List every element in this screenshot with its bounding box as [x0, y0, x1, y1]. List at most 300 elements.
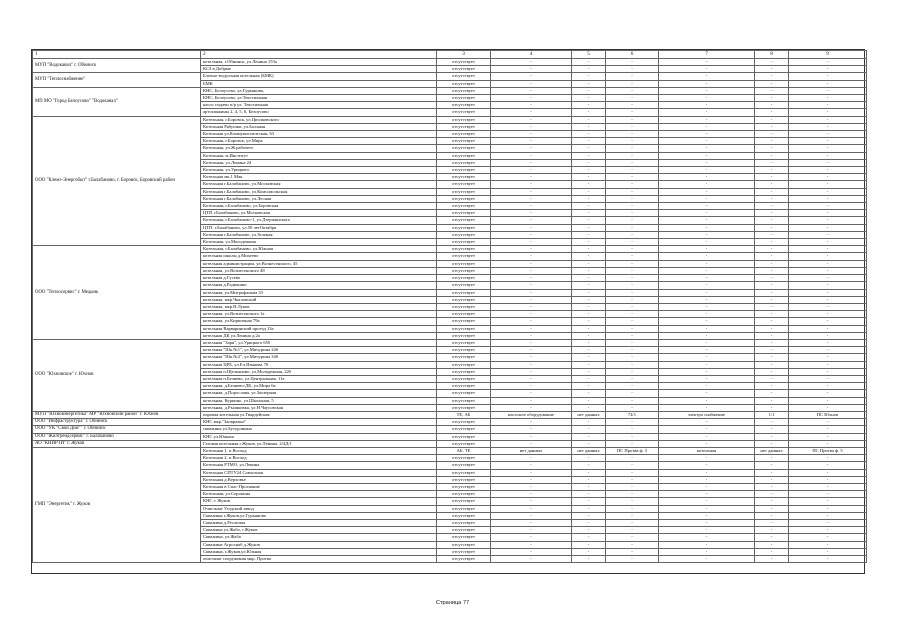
- status-cell: отсутствует: [437, 390, 491, 397]
- dash-cell: -: [491, 253, 572, 260]
- dash-cell: -: [606, 419, 659, 426]
- dash-cell: -: [789, 534, 867, 541]
- dash-cell: -: [659, 282, 755, 289]
- object-cell: котельная ЦРБ, ул.Ел.Языкова 70: [201, 361, 437, 368]
- organization-cell: ООО "Юхновское" г. Юхнов: [33, 339, 201, 411]
- dash-cell: -: [572, 116, 606, 123]
- status-cell: отсутствует: [437, 375, 491, 382]
- dash-cell: -: [789, 332, 867, 339]
- table-row: [33, 73, 867, 80]
- dash-cell: -: [789, 498, 867, 505]
- status-cell: ТЕ, АБ: [437, 411, 491, 418]
- dash-cell: -: [755, 253, 789, 260]
- dash-cell: -: [755, 210, 789, 217]
- dash-cell: -: [755, 239, 789, 246]
- dash-cell: -: [491, 390, 572, 397]
- dash-cell: -: [606, 433, 659, 440]
- dash-cell: -: [755, 426, 789, 433]
- dash-cell: -: [491, 116, 572, 123]
- dash-cell: -: [755, 195, 789, 202]
- dash-cell: -: [789, 318, 867, 325]
- dash-cell: -: [659, 253, 755, 260]
- dash-cell: -: [491, 469, 572, 476]
- object-cell: Котельная, ул.Ж.рабочего: [201, 145, 437, 152]
- object-cell: Котельная, г.Балабаново, ул.Южная: [201, 246, 437, 253]
- dash-cell: -: [606, 131, 659, 138]
- dash-cell: -: [606, 527, 659, 534]
- table-row: [33, 433, 867, 440]
- dash-cell: -: [491, 556, 572, 563]
- dash-cell: -: [606, 347, 659, 354]
- table-row: [33, 116, 867, 123]
- object-cell: котельная, д.Беляево-ДК, ул.Мира 6а: [201, 383, 437, 390]
- dash-cell: -: [789, 368, 867, 375]
- object-cell: КНС, Белоусово, ул.Текстильная: [201, 95, 437, 102]
- object-cell: Котельная, г.Балабаново-1, ул.Дзержинского: [201, 217, 437, 224]
- object-cell: Газовая котельная г.Жуков, ул.Ленина, 2/4Д/1: [201, 440, 437, 447]
- object-cell: КНС, Белоусово, ул.Гурьянова,: [201, 87, 437, 94]
- object-cell: котельная, д.Порослава, ул.Заозерная: [201, 390, 437, 397]
- dash-cell: -: [491, 498, 572, 505]
- dash-cell: -: [659, 289, 755, 296]
- object-cell: котельная "Шк.№1", ул.Мичурина 24б: [201, 347, 437, 354]
- dash-cell: -: [572, 318, 606, 325]
- dash-cell: -: [789, 520, 867, 527]
- dash-cell: -: [606, 246, 659, 253]
- dash-cell: -: [659, 59, 755, 66]
- dash-cell: -: [572, 520, 606, 527]
- dash-cell: -: [789, 404, 867, 411]
- dash-cell: -: [755, 498, 789, 505]
- status-cell: отсутствует: [437, 339, 491, 346]
- value-cell: нет данных: [572, 447, 606, 454]
- dash-cell: -: [606, 224, 659, 231]
- dash-cell: -: [659, 339, 755, 346]
- object-cell: БМК: [201, 80, 437, 87]
- organization-cell: АО "КНИРТИ" г. Жуков: [33, 440, 201, 447]
- page-number: Страница 77: [435, 600, 470, 606]
- dash-cell: -: [572, 95, 606, 102]
- dash-cell: -: [659, 167, 755, 174]
- dash-cell: -: [491, 426, 572, 433]
- dash-cell: -: [755, 548, 789, 555]
- dash-cell: -: [572, 289, 606, 296]
- dash-cell: -: [606, 469, 659, 476]
- dash-cell: -: [659, 138, 755, 145]
- dash-cell: -: [659, 347, 755, 354]
- organization-cell: ГМП "Энергетик" г. Жуков: [33, 447, 201, 562]
- status-cell: отсутствует: [437, 556, 491, 563]
- dash-cell: -: [755, 131, 789, 138]
- dash-cell: -: [789, 260, 867, 267]
- dash-cell: -: [491, 246, 572, 253]
- dash-cell: -: [755, 116, 789, 123]
- dash-cell: -: [789, 469, 867, 476]
- dash-cell: -: [572, 224, 606, 231]
- object-cell: котельная ДК ул.Ленина д.2а: [201, 332, 437, 339]
- table-row: [33, 411, 867, 418]
- object-cell: Котельная г.Балабаново, ул.Московская: [201, 181, 437, 188]
- value-cell: ПС Протва ф. 5: [789, 447, 867, 454]
- dash-cell: -: [606, 404, 659, 411]
- dash-cell: -: [572, 483, 606, 490]
- dash-cell: -: [755, 73, 789, 80]
- dash-cell: -: [659, 224, 755, 231]
- dash-cell: -: [755, 123, 789, 130]
- dash-cell: -: [755, 138, 789, 145]
- dash-cell: -: [572, 332, 606, 339]
- dash-cell: -: [659, 548, 755, 555]
- dash-cell: -: [606, 462, 659, 469]
- dash-cell: -: [789, 87, 867, 94]
- organization-cell: ООО "Инфраструктура" г. Обнинск: [33, 419, 201, 426]
- dash-cell: -: [606, 159, 659, 166]
- dash-cell: -: [491, 419, 572, 426]
- dash-cell: -: [491, 433, 572, 440]
- object-cell: ЦТП г.Балабаново, ул.Московская: [201, 210, 437, 217]
- dash-cell: -: [659, 383, 755, 390]
- status-cell: отсутствует: [437, 109, 491, 116]
- dash-cell: -: [659, 195, 755, 202]
- dash-cell: -: [606, 556, 659, 563]
- dash-cell: -: [606, 375, 659, 382]
- dash-cell: -: [789, 145, 867, 152]
- dash-cell: -: [572, 152, 606, 159]
- dash-cell: -: [572, 325, 606, 332]
- dash-cell: -: [755, 282, 789, 289]
- dash-cell: -: [659, 505, 755, 512]
- status-cell: отсутствует: [437, 87, 491, 94]
- dash-cell: -: [659, 419, 755, 426]
- dash-cell: -: [491, 303, 572, 310]
- table-row: [33, 440, 867, 447]
- status-cell: отсутствует: [437, 80, 491, 87]
- dash-cell: -: [491, 325, 572, 332]
- dash-cell: -: [606, 397, 659, 404]
- status-cell: отсутствует: [437, 303, 491, 310]
- dash-cell: -: [789, 548, 867, 555]
- dash-cell: -: [755, 152, 789, 159]
- dash-cell: -: [755, 275, 789, 282]
- dash-cell: -: [606, 217, 659, 224]
- dash-cell: -: [755, 520, 789, 527]
- dash-cell: -: [755, 260, 789, 267]
- object-cell: Котельная, г.Балабаново, ул.Боровская: [201, 203, 437, 210]
- dash-cell: -: [606, 534, 659, 541]
- status-cell: отсутствует: [437, 347, 491, 354]
- dash-cell: -: [572, 138, 606, 145]
- object-cell: КНС ул.Южная: [201, 433, 437, 440]
- status-cell: отсутствует: [437, 188, 491, 195]
- dash-cell: -: [572, 145, 606, 152]
- dash-cell: -: [755, 404, 789, 411]
- object-cell: КСЗ в Добрые: [201, 66, 437, 73]
- dash-cell: -: [789, 66, 867, 73]
- dash-cell: -: [491, 131, 572, 138]
- dash-cell: -: [755, 159, 789, 166]
- organization-cell: МУП "Водоканал" г. Обнинск: [33, 59, 201, 73]
- dash-cell: -: [789, 138, 867, 145]
- dash-cell: -: [659, 311, 755, 318]
- dash-cell: -: [789, 354, 867, 361]
- dash-cell: -: [755, 368, 789, 375]
- dash-cell: -: [606, 368, 659, 375]
- object-cell: котельная "Заря", ул.Урицкого 65б: [201, 339, 437, 346]
- dash-cell: -: [606, 73, 659, 80]
- dash-cell: -: [755, 534, 789, 541]
- status-cell: отсутствует: [437, 95, 491, 102]
- status-cell: отсутствует: [437, 383, 491, 390]
- status-cell: отсутствует: [437, 397, 491, 404]
- dash-cell: -: [789, 217, 867, 224]
- dash-cell: -: [659, 188, 755, 195]
- dash-cell: -: [606, 440, 659, 447]
- value-cell: котельная: [659, 447, 755, 454]
- status-cell: отсутствует: [437, 548, 491, 555]
- dash-cell: -: [755, 556, 789, 563]
- object-cell: Котельная 2, п.Восход: [201, 455, 437, 462]
- status-cell: отсутствует: [437, 138, 491, 145]
- dash-cell: -: [789, 347, 867, 354]
- dash-cell: -: [659, 476, 755, 483]
- dash-cell: -: [572, 556, 606, 563]
- dash-cell: -: [491, 167, 572, 174]
- dash-cell: -: [606, 260, 659, 267]
- dash-cell: -: [755, 375, 789, 382]
- dash-cell: -: [755, 491, 789, 498]
- dash-cell: -: [606, 512, 659, 519]
- dash-cell: -: [659, 296, 755, 303]
- dash-cell: -: [572, 282, 606, 289]
- dash-cell: -: [572, 311, 606, 318]
- dash-cell: -: [755, 433, 789, 440]
- dash-cell: -: [755, 188, 789, 195]
- organization-cell: ООО "Жилтрейдсервис" г. Балабаново: [33, 433, 201, 440]
- status-cell: отсутствует: [437, 483, 491, 490]
- organization-cell: ООО "Клемэ-Энергобыт" г.Балабаново, г. Боровск, Боровский район: [33, 116, 201, 246]
- dash-cell: -: [606, 195, 659, 202]
- dash-cell: -: [491, 483, 572, 490]
- dash-cell: -: [572, 159, 606, 166]
- object-cell: котельная, Куркино, ул.Школьная, 5: [201, 397, 437, 404]
- dash-cell: -: [659, 246, 755, 253]
- object-cell: Котельная, г.Боровск, ул.Мира: [201, 138, 437, 145]
- data-table: [32, 50, 867, 563]
- status-cell: отсутствует: [437, 361, 491, 368]
- dash-cell: -: [606, 181, 659, 188]
- status-cell: отсутствует: [437, 210, 491, 217]
- dash-cell: -: [491, 203, 572, 210]
- dash-cell: -: [606, 390, 659, 397]
- organization-cell: МУП "Юхновэнергетика" МР "Юхновский район" г. Юхнов: [33, 411, 201, 418]
- dash-cell: -: [606, 498, 659, 505]
- dash-cell: -: [572, 188, 606, 195]
- dash-cell: -: [755, 419, 789, 426]
- dash-cell: -: [755, 383, 789, 390]
- dash-cell: -: [572, 491, 606, 498]
- table-row: [33, 339, 867, 346]
- status-cell: отсутствует: [437, 527, 491, 534]
- dash-cell: -: [491, 318, 572, 325]
- dash-cell: -: [572, 303, 606, 310]
- dash-cell: -: [572, 347, 606, 354]
- dash-cell: -: [606, 361, 659, 368]
- dash-cell: -: [789, 433, 867, 440]
- dash-cell: -: [572, 59, 606, 66]
- status-cell: отсутствует: [437, 267, 491, 274]
- status-cell: отсутствует: [437, 231, 491, 238]
- dash-cell: -: [572, 498, 606, 505]
- dash-cell: -: [659, 239, 755, 246]
- dash-cell: -: [755, 527, 789, 534]
- dash-cell: -: [572, 469, 606, 476]
- value-cell: 1/1: [755, 411, 789, 418]
- dash-cell: -: [606, 318, 659, 325]
- object-cell: Котельная, м.Институт: [201, 152, 437, 159]
- dash-cell: -: [789, 527, 867, 534]
- dash-cell: -: [659, 469, 755, 476]
- dash-cell: -: [659, 260, 755, 267]
- dash-cell: -: [572, 267, 606, 274]
- dash-cell: -: [491, 195, 572, 202]
- object-cell: Скважина д.Ресличка: [201, 520, 437, 527]
- status-cell: отсутствует: [437, 462, 491, 469]
- dash-cell: -: [659, 455, 755, 462]
- dash-cell: -: [606, 231, 659, 238]
- dash-cell: -: [606, 109, 659, 116]
- header-cell: 5: [572, 51, 606, 59]
- dash-cell: -: [789, 289, 867, 296]
- dash-cell: -: [659, 404, 755, 411]
- dash-cell: -: [572, 548, 606, 555]
- dash-cell: -: [659, 491, 755, 498]
- dash-cell: -: [606, 80, 659, 87]
- dash-cell: -: [606, 476, 659, 483]
- status-cell: отсутствует: [437, 174, 491, 181]
- dash-cell: -: [755, 311, 789, 318]
- object-cell: скважина ул.Бутурлиных: [201, 426, 437, 433]
- dash-cell: -: [789, 476, 867, 483]
- dash-cell: -: [789, 131, 867, 138]
- dash-cell: -: [491, 102, 572, 109]
- status-cell: отсутствует: [437, 311, 491, 318]
- dash-cell: -: [572, 505, 606, 512]
- status-cell: отсутствует: [437, 116, 491, 123]
- dash-cell: -: [659, 498, 755, 505]
- dash-cell: -: [789, 505, 867, 512]
- dash-cell: -: [491, 109, 572, 116]
- dash-cell: -: [789, 109, 867, 116]
- object-cell: Скважина ул.Жабо, г.Жуков: [201, 527, 437, 534]
- dash-cell: -: [659, 534, 755, 541]
- dash-cell: -: [491, 181, 572, 188]
- dash-cell: -: [789, 195, 867, 202]
- dash-cell: -: [659, 102, 755, 109]
- dash-cell: -: [572, 512, 606, 519]
- dash-cell: -: [491, 66, 572, 73]
- value-cell: ПС Протва ф. 5: [606, 447, 659, 454]
- header-cell: 1: [33, 51, 201, 59]
- dash-cell: -: [659, 520, 755, 527]
- dash-cell: -: [491, 527, 572, 534]
- dash-cell: -: [659, 303, 755, 310]
- dash-cell: -: [789, 440, 867, 447]
- object-cell: Скважина, г.Жуков,ул.Южная: [201, 548, 437, 555]
- dash-cell: -: [659, 80, 755, 87]
- dash-cell: -: [491, 455, 572, 462]
- dash-cell: -: [659, 131, 755, 138]
- dash-cell: -: [659, 541, 755, 548]
- dash-cell: -: [659, 440, 755, 447]
- dash-cell: -: [572, 203, 606, 210]
- header-cell: 3: [437, 51, 491, 59]
- dash-cell: -: [659, 210, 755, 217]
- dash-cell: -: [755, 469, 789, 476]
- dash-cell: -: [572, 66, 606, 73]
- dash-cell: -: [755, 217, 789, 224]
- dash-cell: -: [606, 253, 659, 260]
- dash-cell: -: [606, 210, 659, 217]
- dash-cell: -: [606, 138, 659, 145]
- dash-cell: -: [755, 303, 789, 310]
- dash-cell: -: [659, 426, 755, 433]
- dash-cell: -: [491, 397, 572, 404]
- object-cell: котельная д.Гусево: [201, 275, 437, 282]
- dash-cell: -: [572, 476, 606, 483]
- status-cell: отсутствует: [437, 534, 491, 541]
- dash-cell: -: [572, 339, 606, 346]
- object-cell: Котельная РТМО, ул.Ленина: [201, 462, 437, 469]
- dash-cell: -: [491, 375, 572, 382]
- status-cell: отсутствует: [437, 296, 491, 303]
- dash-cell: -: [606, 102, 659, 109]
- dash-cell: -: [755, 267, 789, 274]
- dash-cell: -: [789, 426, 867, 433]
- dash-cell: -: [755, 66, 789, 73]
- object-cell: Скважина Агроснаб д.Жуков: [201, 541, 437, 548]
- dash-cell: -: [789, 390, 867, 397]
- status-cell: отсутствует: [437, 167, 491, 174]
- dash-cell: -: [491, 275, 572, 282]
- dash-cell: -: [491, 347, 572, 354]
- dash-cell: -: [755, 224, 789, 231]
- dash-cell: -: [789, 483, 867, 490]
- dash-cell: -: [606, 289, 659, 296]
- dash-cell: -: [755, 174, 789, 181]
- dash-cell: -: [606, 59, 659, 66]
- dash-cell: -: [659, 116, 755, 123]
- dash-cell: -: [659, 174, 755, 181]
- dash-cell: -: [789, 455, 867, 462]
- dash-cell: -: [491, 440, 572, 447]
- object-cell: котельная д.Радюкино: [201, 282, 437, 289]
- dash-cell: -: [755, 390, 789, 397]
- dash-cell: -: [659, 145, 755, 152]
- dash-cell: -: [659, 66, 755, 73]
- dash-cell: -: [572, 239, 606, 246]
- dash-cell: -: [789, 383, 867, 390]
- value-cell: нет данных: [755, 447, 789, 454]
- table-row: [33, 87, 867, 94]
- dash-cell: -: [755, 440, 789, 447]
- dash-cell: -: [789, 375, 867, 382]
- status-cell: отсутствует: [437, 289, 491, 296]
- dash-cell: -: [491, 541, 572, 548]
- data-table-sheet: [31, 49, 865, 574]
- dash-cell: -: [789, 181, 867, 188]
- dash-cell: -: [755, 102, 789, 109]
- dash-cell: -: [789, 174, 867, 181]
